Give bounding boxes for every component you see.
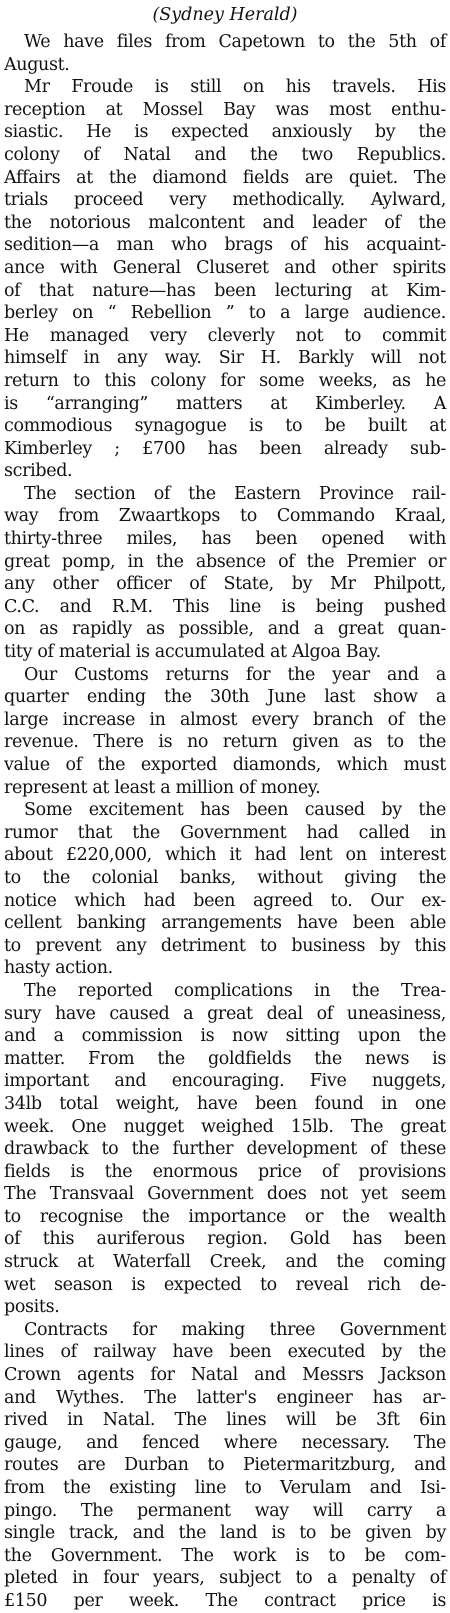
article-line: Mr Froude is still on his travels. His: [24, 77, 446, 98]
article-line: thirty-three miles, has been opened with: [4, 529, 446, 550]
article-line: about £220,000, which it had lent on interest: [4, 845, 446, 866]
paragraph: [4, 980, 446, 1319]
article-line: £150 per week. The contract price is: [4, 1590, 446, 1611]
article-line: ance with General Cluseret and other spirits: [4, 257, 446, 278]
article-line: Some excitement has been caused by the: [24, 800, 446, 821]
article-line: C.C. and R.M. This line is being pushed: [4, 596, 446, 617]
article-line: pingo. The permanent way will carry a: [4, 1500, 446, 1521]
paragraph: [4, 483, 446, 664]
paragraph: [4, 799, 446, 980]
article-line: notice which had been agreed to. Our ex-: [4, 890, 446, 911]
article-line: 34lb total weight, have been found in one: [4, 1093, 446, 1114]
article-line: commodious synagogue is to be built at: [4, 416, 446, 437]
article-line: single track, and the land is to be given by: [4, 1523, 446, 1544]
article-line: sedition—a man who brags of his acquaint-: [4, 235, 446, 256]
article-line: represent at least a million of money.: [4, 777, 321, 798]
article-line: reception at Mossel Bay was most enthu-: [4, 99, 446, 120]
paragraph: [4, 76, 446, 483]
article-line: from the existing line to Verulam and Isi-: [4, 1478, 446, 1498]
article-line: posits.: [4, 1297, 60, 1318]
article-line: routes are Durban to Pietermaritzburg, and: [4, 1455, 446, 1476]
article-line: sury have caused a great deal of uneasiness,: [4, 1003, 446, 1024]
article-line: revenue. There is no return given as to the: [4, 732, 446, 753]
article-line: Crown agents for Natal and Messrs Jackson: [4, 1365, 446, 1386]
article-line: rumor that the Government had called in: [4, 822, 446, 843]
article-line: lines of railway have been executed by the: [4, 1342, 446, 1363]
article-line: Kimberley ; £700 has been already sub-: [4, 438, 446, 459]
article-line: berley on “ Rebellion ” to a large audience.: [4, 303, 446, 324]
article-line: and Wythes. The latter's engineer has ar-: [4, 1387, 446, 1408]
article-line: drawback to the further development of these: [4, 1139, 446, 1160]
article-body: [4, 31, 446, 1613]
article-line: the notorious malcontent and leader of the: [4, 212, 446, 233]
article-line: of that nature—has been lecturing at Kim-: [4, 280, 446, 301]
article-line: August.: [4, 54, 70, 75]
article-line: any other officer of State, by Mr Philpott,: [4, 574, 446, 595]
article-line: of this auriferous region. Gold has been: [4, 1229, 446, 1250]
article-line: matter. From the goldfields the news is: [4, 1048, 446, 1069]
article-line: trials proceed very methodically. Aylward,: [4, 190, 446, 211]
article-line: tity of material is accumulated at Algoa Bay.: [4, 642, 381, 663]
article-line: important and encouraging. Five nuggets,: [4, 1071, 446, 1092]
article-line: gauge, and fenced where necessary. The: [4, 1432, 446, 1453]
article-line: siastic. He is expected anxiously by the: [4, 122, 446, 143]
article-line: He managed very cleverly not to commit: [4, 325, 446, 346]
article-line: himself in any way. Sir H. Barkly will not: [4, 348, 446, 369]
article-line: large increase in almost every branch of the: [4, 709, 446, 730]
article-line: rived in Natal. The lines will be 3ft 6in: [4, 1410, 446, 1431]
article-line: pleted in four years, subject to a penalty of: [4, 1568, 446, 1589]
article-line: The Transvaal Government does not yet seem: [4, 1184, 446, 1205]
article-line: struck at Waterfall Creek, and the coming: [4, 1252, 446, 1273]
article-line: wet season is expected to reveal rich de-: [4, 1274, 446, 1295]
article-line: fields is the enormous price of provisions: [4, 1161, 446, 1182]
article-line: cellent banking arrangements have been able: [4, 913, 446, 934]
article-line: great pomp, in the absence of the Premier or: [4, 551, 446, 572]
article-line: return to this colony for some weeks, as he: [4, 370, 446, 391]
source-heading: (Sydney Herald): [152, 5, 298, 25]
paragraph: [4, 1319, 446, 1613]
article-line: to recognise the importance or the wealth: [4, 1206, 446, 1227]
paragraph: [4, 31, 446, 76]
paragraph: [4, 664, 446, 800]
article-line: value of the exported diamonds, which must: [4, 755, 446, 775]
article-line: and a commission is now sitting upon the: [4, 1026, 446, 1047]
article-line: Our Customs returns for the year and a: [24, 664, 446, 685]
article-line: The section of the Eastern Province rail-: [24, 483, 446, 504]
article-line: week. One nugget weighed 15lb. The great: [4, 1116, 446, 1137]
article-line: way from Zwaartkops to Commando Kraal,: [4, 506, 446, 527]
article-line: scribed.: [4, 461, 73, 482]
article-line: on as rapidly as possible, and a great quan-: [4, 619, 446, 640]
article-line: colony of Natal and the two Republics.: [4, 144, 446, 165]
article-line: hasty action.: [4, 958, 113, 979]
article-line: to prevent any detriment to business by this: [4, 935, 446, 956]
article-line: Affairs at the diamond fields are quiet. The: [4, 167, 446, 188]
article-line: quarter ending the 30th June last show a: [4, 687, 446, 708]
article-line: The reported complications in the Trea-: [24, 980, 446, 1001]
article-line: to the colonial banks, without giving the: [4, 867, 446, 888]
article-line: We have files from Capetown to the 5th of: [24, 32, 446, 52]
article-line: is “arranging” matters at Kimberley. A: [4, 393, 446, 414]
article-line: the Government. The work is to be com-: [4, 1545, 446, 1566]
article-line: Contracts for making three Government: [24, 1319, 446, 1340]
